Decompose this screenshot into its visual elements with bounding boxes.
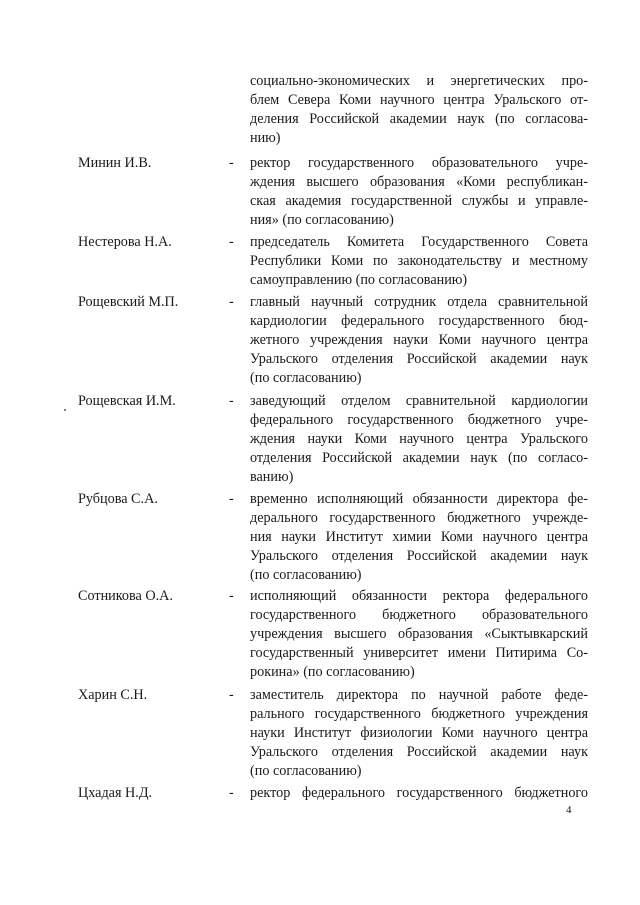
text-line: главный научный сотрудник отдела сравнительной (250, 294, 588, 310)
text-line: нию) (250, 130, 281, 146)
text-line: ректор федерального государственного бюджетного (250, 785, 588, 801)
text-line: дерального государственного бюджетного учрежде- (250, 510, 588, 526)
text-line: государственный университет имени Питирима Со- (250, 645, 588, 661)
member-description (250, 233, 588, 290)
member-name: Сотникова О.А. (78, 588, 173, 604)
member-name: Рощевская И.М. (78, 393, 176, 409)
member-name: Нестерова Н.А. (78, 234, 172, 250)
text-line: учреждения высшего образования «Сыктывкарский (250, 626, 588, 642)
text-line: Уральского отделения Российской академии наук (250, 548, 588, 564)
member-name: Рубцова С.А. (78, 491, 158, 507)
text-line: Уральского отделения Российской академии наук (250, 351, 588, 367)
text-line: (по согласованию) (250, 763, 362, 779)
text-line: заместитель директора по научной работе феде- (250, 687, 588, 703)
member-description (250, 154, 588, 230)
text-line: Уральского отделения Российской академии наук (250, 744, 588, 760)
text-line: заведующий отделом сравнительной кардиологии (250, 393, 588, 409)
text-line: науки Институт физиологии Коми научного центра (250, 725, 588, 741)
text-line: временно исполняющий обязанности директора фе- (250, 491, 588, 507)
text-line: ская академия государственной службы и управле- (250, 193, 588, 209)
member-name: Минин И.В. (78, 155, 152, 171)
text-line: председатель Комитета Государственного Совета (250, 234, 588, 250)
text-line: ждения высшего образования «Коми республикан- (250, 174, 588, 190)
text-line: ждения науки Коми научного центра Уральского (250, 431, 588, 447)
text-line: ректор государственного образовательного учре- (250, 155, 588, 171)
dash-separator: - (229, 785, 234, 801)
text-line: самоуправлению (по согласованию) (250, 272, 468, 288)
text-line: (по согласованию) (250, 567, 362, 583)
member-description (250, 784, 588, 803)
text-line: рокина» (по согласованию) (250, 664, 415, 680)
page-number: 4 (566, 804, 572, 816)
text-line: (по согласованию) (250, 370, 362, 386)
continuation-text (250, 72, 588, 148)
dash-separator: - (229, 588, 234, 604)
text-line: рального государственного бюджетного учреждения (250, 706, 588, 722)
member-name: Харин С.Н. (78, 687, 148, 703)
member-description (250, 392, 588, 487)
dash-separator: - (229, 393, 234, 409)
text-line: Республики Коми по законодательству и местному (250, 253, 588, 269)
text-line: социально-экономических и энергетических про- (250, 73, 588, 89)
text-line: отделения Российской академии наук (по согласо- (250, 450, 588, 466)
text-line: деления Российской академии наук (по согласова- (250, 111, 588, 127)
text-line: исполняющий обязанности ректора федерального (250, 588, 588, 604)
dash-separator: - (229, 491, 234, 507)
scan-speck (64, 409, 66, 411)
member-description (250, 686, 588, 781)
text-line: федерального государственного бюджетного учре- (250, 412, 588, 428)
member-description (250, 490, 588, 585)
text-line: государственного бюджетного образовательного (250, 607, 588, 623)
text-line: кардиологии федерального государственного бюд- (250, 313, 588, 329)
member-name: Цхадая Н.Д. (78, 785, 153, 801)
dash-separator: - (229, 687, 234, 703)
member-description (250, 587, 588, 682)
member-name: Рощевский М.П. (78, 294, 179, 310)
text-line: ния науки Институт химии Коми научного центра (250, 529, 588, 545)
dash-separator: - (229, 155, 234, 171)
text-line: блем Севера Коми научного центра Уральского от- (250, 92, 588, 108)
text-line: жетного учреждения науки Коми научного центра (250, 332, 588, 348)
text-line: ванию) (250, 469, 294, 485)
text-line: ния» (по согласованию) (250, 212, 394, 228)
dash-separator: - (229, 234, 234, 250)
dash-separator: - (229, 294, 234, 310)
member-description (250, 293, 588, 388)
